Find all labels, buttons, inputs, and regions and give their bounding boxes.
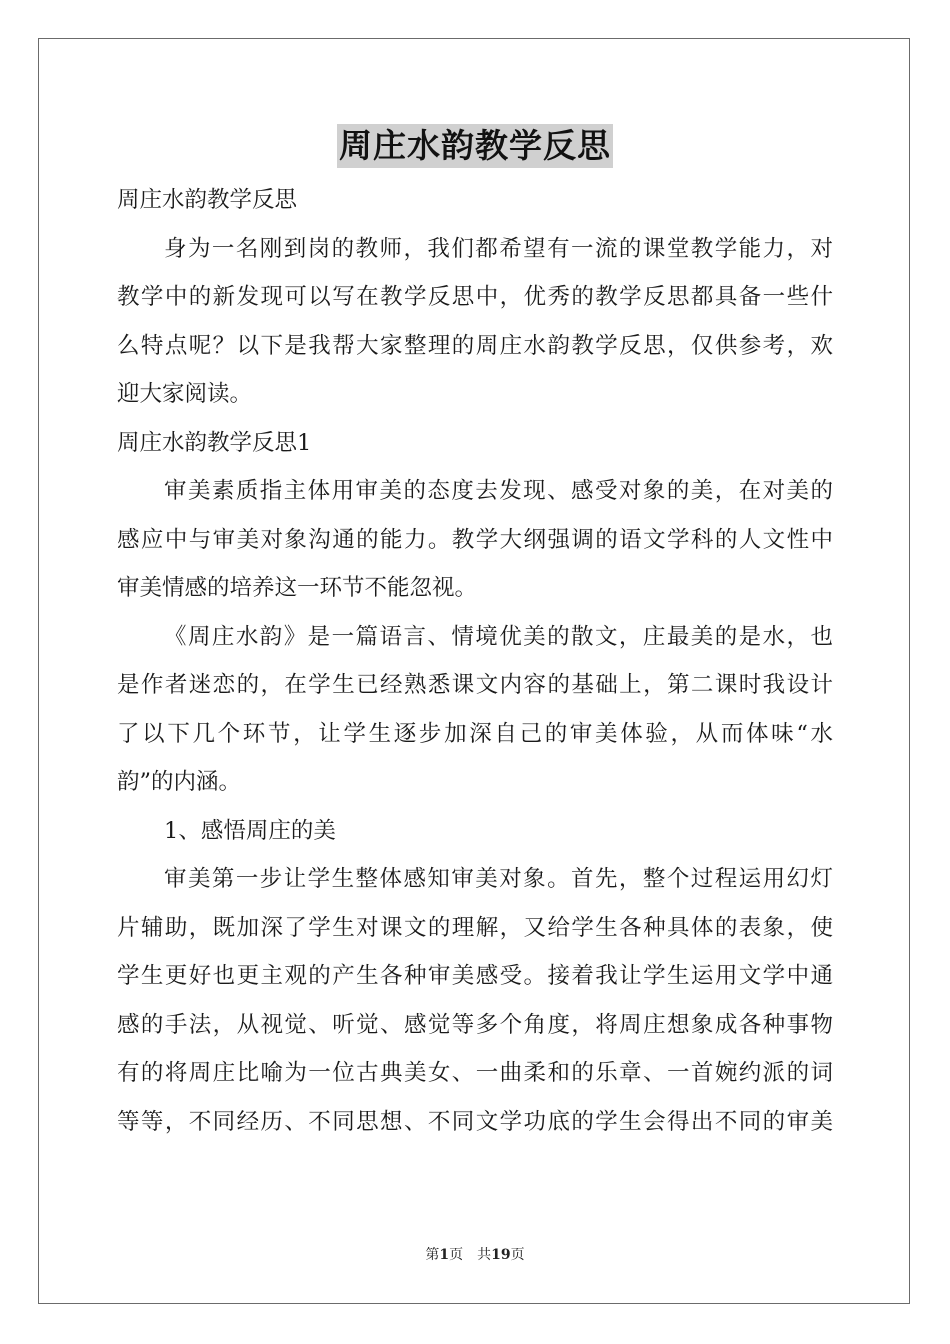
text-line: 周庄水韵教学反思1	[117, 429, 312, 456]
text-line: 迎大家阅读。	[117, 381, 253, 407]
text-line: 周庄水韵教学反思	[117, 187, 298, 213]
text-line: 感应中与审美对象沟通的能力。教学大纲强调的语文学科的人文性中	[117, 526, 833, 553]
text-line: 有的将周庄比喻为一位古典美女、一曲柔和的乐章、一首婉约派的词	[117, 1060, 833, 1086]
page-footer	[0, 1244, 950, 1264]
footer-suffix: 页	[510, 1247, 525, 1263]
document-title: 周庄水韵教学反思	[337, 124, 613, 168]
text-line: 了以下几个环节，让学生逐步加深自己的审美体验，从而体味“水	[117, 720, 833, 747]
text-line: 审美素质指主体用审美的态度去发现、感受对象的美，在对美的	[164, 478, 833, 504]
text-line: 是作者迷恋的，在学生已经熟悉课文内容的基础上，第二课时我设计	[117, 672, 833, 698]
footer-prefix: 第	[425, 1247, 440, 1263]
text-line: 审美情感的培养这一环节不能忽视。	[117, 575, 478, 601]
text-line: 么特点呢？以下是我帮大家整理的周庄水韵教学反思，仅供参考，欢	[117, 332, 833, 359]
text-line: 审美第一步让学生整体感知审美对象。首先，整个过程运用幻灯	[164, 866, 833, 892]
text-line: 学生更好也更主观的产生各种审美感受。接着我让学生运用文学中通	[117, 963, 833, 989]
text-line: 感的手法，从视觉、听觉、感觉等多个角度，将周庄想象成各种事物	[117, 1011, 833, 1038]
title-container	[0, 124, 950, 168]
text-line: 教学中的新发现可以写在教学反思中，优秀的教学反思都具备一些什	[117, 284, 833, 310]
footer-page-number: 1	[439, 1247, 450, 1263]
text-line: 《周庄水韵》是一篇语言、情境优美的散文，庄最美的是水，也	[164, 623, 833, 650]
document-body	[117, 176, 833, 1146]
text-line: 身为一名刚到岗的教师，我们都希望有一流的课堂教学能力，对	[164, 235, 833, 262]
text-line: 韵”的内涵。	[117, 769, 242, 795]
footer-total-pages: 19	[491, 1247, 511, 1263]
text-line: 1、感悟周庄的美	[164, 817, 336, 844]
text-line: 片辅助，既加深了学生对课文的理解，又给学生各种具体的表象，使	[117, 914, 833, 941]
text-line: 等等，不同经历、不同思想、不同文学功底的学生会得出不同的审美	[117, 1108, 833, 1135]
footer-mid: 页 共	[449, 1247, 492, 1263]
